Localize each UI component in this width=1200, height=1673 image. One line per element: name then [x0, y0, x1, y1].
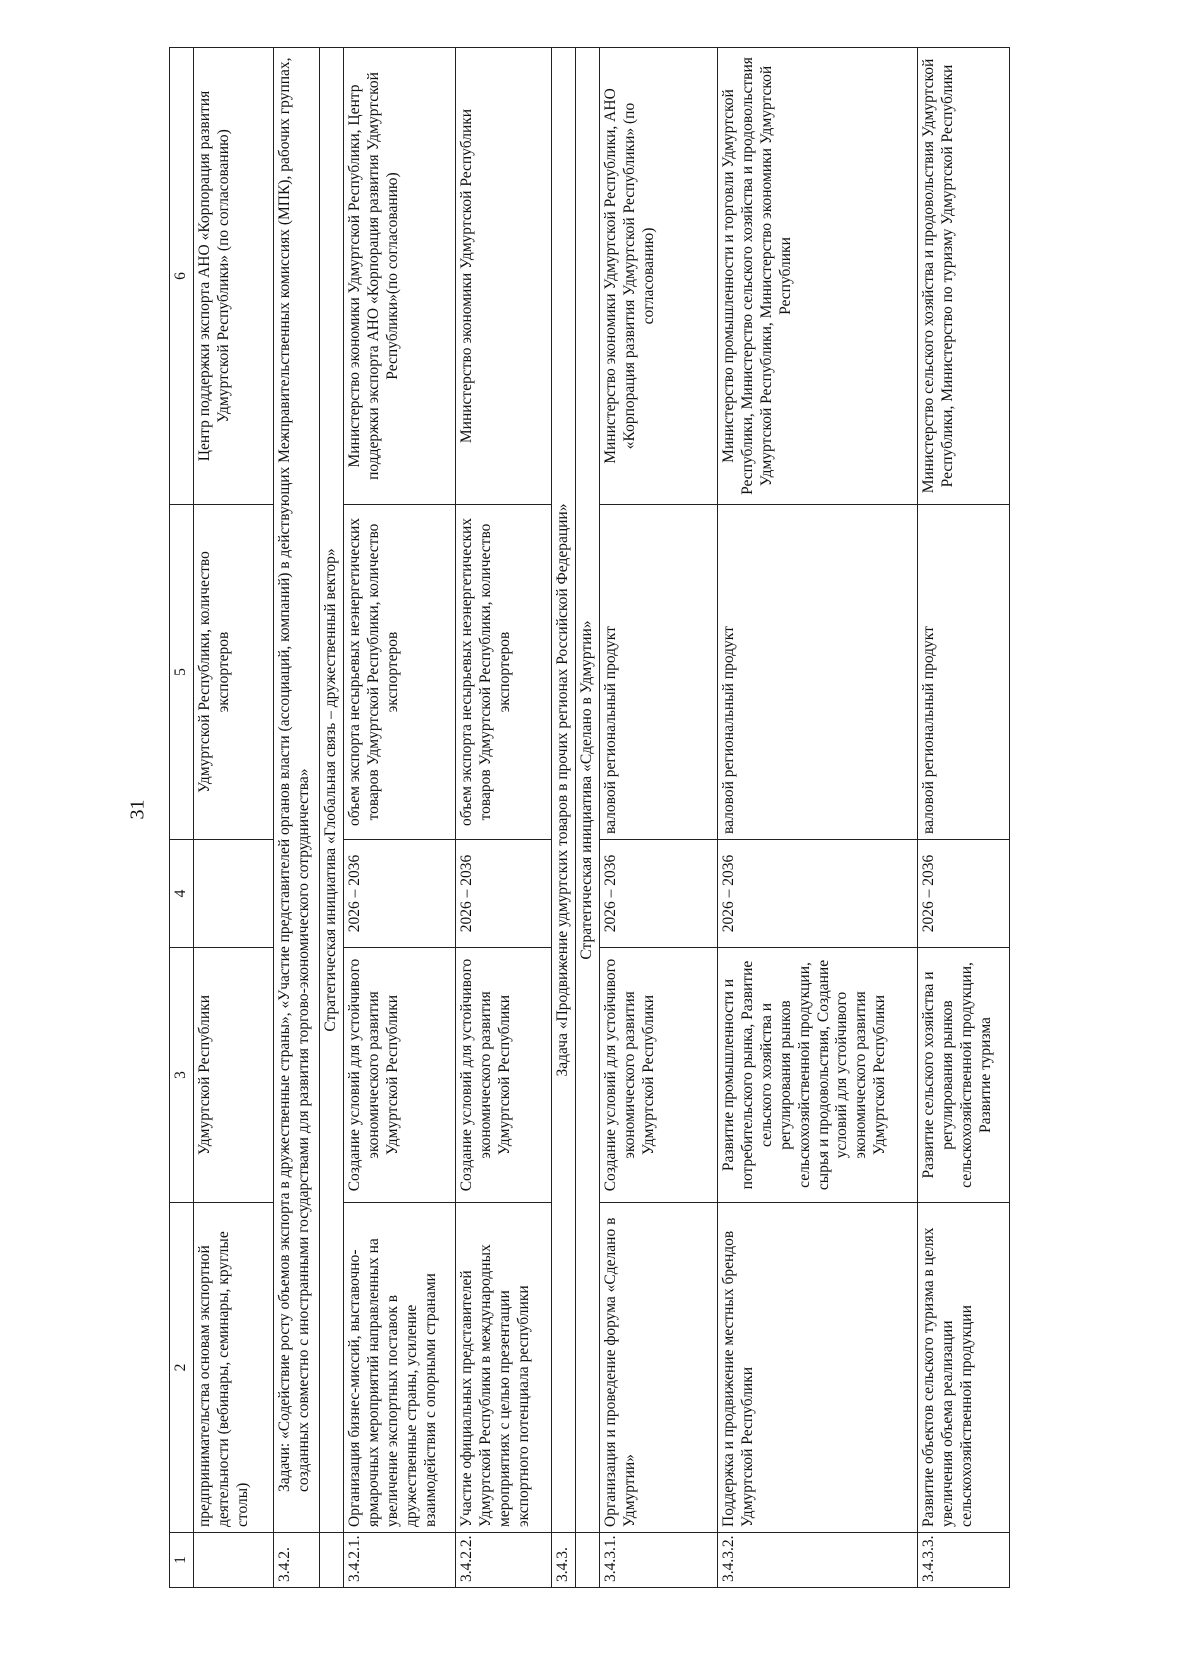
table-row: [344, 48, 456, 1588]
table-row: [194, 48, 274, 1588]
indicator-cell: валовой региональный продукт: [600, 505, 718, 840]
period-cell: [194, 840, 274, 948]
row-number: 3.4.3.3.: [918, 1533, 1010, 1588]
task-cell: Задачи: «Содействие росту объемов экспорта в дружественные страны», «Участие представителей органов власти (ассоциаций, компаний) в действующих Межправительственных комиссиях (МПК), рабочих группах, созданных совместно с иностранными государствами для развития торгово-экономического сотрудничества»: [274, 48, 320, 1533]
task-row: [274, 48, 320, 1588]
event-cell: Развитие объектов сельского туризма в целях увеличения объема реализации сельскохозяйственной продукции: [918, 1203, 1010, 1533]
row-number: 3.4.3.2.: [718, 1533, 918, 1588]
indicator-cell: Удмуртской Республики, количество экспортеров: [194, 505, 274, 840]
indicator-cell: валовой региональный продукт: [918, 505, 1010, 840]
program-cell: Создание условий для устойчивого экономического развития Удмуртской Республики: [456, 948, 552, 1203]
indicator-cell: валовой региональный продукт: [718, 505, 918, 840]
event-cell: Организация бизнес-миссий, выставочно-ярмарочных мероприятий направленных на увеличение экспортных поставок в дружественные страны, усиление взаимодействия с опорными странами: [344, 1203, 456, 1533]
header-cell-1: 1: [170, 1533, 194, 1588]
executor-cell: Министерство экономики Удмуртской Республики: [456, 48, 552, 505]
period-cell: 2026 – 2036: [456, 840, 552, 948]
header-row: [170, 48, 194, 1588]
table-row: [456, 48, 552, 1588]
indicator-cell: объем экспорта несырьевых неэнергетических товаров Удмуртской Республики, количество экспортеров: [344, 505, 456, 840]
task-cell: Задача «Продвижение удмуртских товаров в прочих регионах Российской Федерации»: [552, 48, 576, 1533]
event-cell: Организация и проведение форума «Сделано в Удмуртии»: [600, 1203, 718, 1533]
period-cell: 2026 – 2036: [718, 840, 918, 948]
program-cell: Создание условий для устойчивого экономического развития Удмуртской Республики: [344, 948, 456, 1203]
initiative-cell: Стратегическая инициатива «Глобальная связь – дружественный вектор»: [320, 48, 344, 1533]
plan-table: [169, 47, 1010, 1588]
executor-cell: Министерство экономики Удмуртской Республики, Центр поддержки экспорта АНО «Корпорация развития Удмуртской Республики»(по согласованию): [344, 48, 456, 505]
executor-cell: Министерство промышленности и торговли Удмуртской Республики, Министерство сельского хозяйства и продовольствия Удмуртской Республики, Министерство экономики Удмуртской Республики: [718, 48, 918, 505]
row-number: 3.4.2.2.: [456, 1533, 552, 1588]
header-cell-4: 4: [170, 840, 194, 948]
period-cell: 2026 – 2036: [600, 840, 718, 948]
program-cell: Удмуртской Республики: [194, 948, 274, 1203]
program-cell: Развитие промышленности и потребительского рынка, Развитие сельского хозяйства и регулирования рынков сельскохозяйственной продукции, сырья и продовольствия, Создание условий для устойчивого экономического развития Удмуртской Республики: [718, 948, 918, 1203]
program-cell: Развитие сельского хозяйства и регулирования рынков сельскохозяйственной продукции, Развитие туризма: [918, 948, 1010, 1203]
period-cell: 2026 – 2036: [918, 840, 1010, 948]
header-cell-6: 6: [170, 48, 194, 505]
row-number: [576, 1533, 600, 1588]
executor-cell: Центр поддержки экспорта АНО «Корпорация развития Удмуртской Республики» (по согласованию): [194, 48, 274, 505]
period-cell: 2026 – 2036: [344, 840, 456, 948]
row-number: [194, 1533, 274, 1588]
program-cell: Создание условий для устойчивого экономического развития Удмуртской Республики: [600, 948, 718, 1203]
row-number: 3.4.3.: [552, 1533, 576, 1588]
executor-cell: Министерство экономики Удмуртской Республики, АНО «Корпорация развития Удмуртской Республики» (по согласованию): [600, 48, 718, 505]
table-row: [600, 48, 718, 1588]
table-row: [718, 48, 918, 1588]
event-cell: Участие официальных представителей Удмуртской Республики в международных мероприятиях с целью презентации экспортного потенциала республики: [456, 1203, 552, 1533]
header-cell-3: 3: [170, 948, 194, 1203]
header-cell-5: 5: [170, 505, 194, 840]
page-number: 31: [126, 799, 149, 820]
indicator-cell: объем экспорта несырьевых неэнергетических товаров Удмуртской Республики, количество экспортеров: [456, 505, 552, 840]
row-number: 3.4.2.1.: [344, 1533, 456, 1588]
row-number: 3.4.3.1.: [600, 1533, 718, 1588]
row-number: [320, 1533, 344, 1588]
initiative-cell: Стратегическая инициатива «Сделано в Удмуртии»: [576, 48, 600, 1533]
row-number: 3.4.2.: [274, 1533, 320, 1588]
event-cell: Поддержка и продвижение местных брендов Удмуртской Республики: [718, 1203, 918, 1533]
event-cell: предпринимательства основам экспортной деятельности (вебинары, семинары, круглые столы): [194, 1203, 274, 1533]
initiative-row: [576, 48, 600, 1588]
executor-cell: Министерство сельского хозяйства и продовольствия Удмуртской Республики, Министерство по туризму Удмуртской Республики: [918, 48, 1010, 505]
rotated-page: [169, 48, 1009, 1588]
table-row: [918, 48, 1010, 1588]
task-row: [552, 48, 576, 1588]
initiative-row: [320, 48, 344, 1588]
header-cell-2: 2: [170, 1203, 194, 1533]
